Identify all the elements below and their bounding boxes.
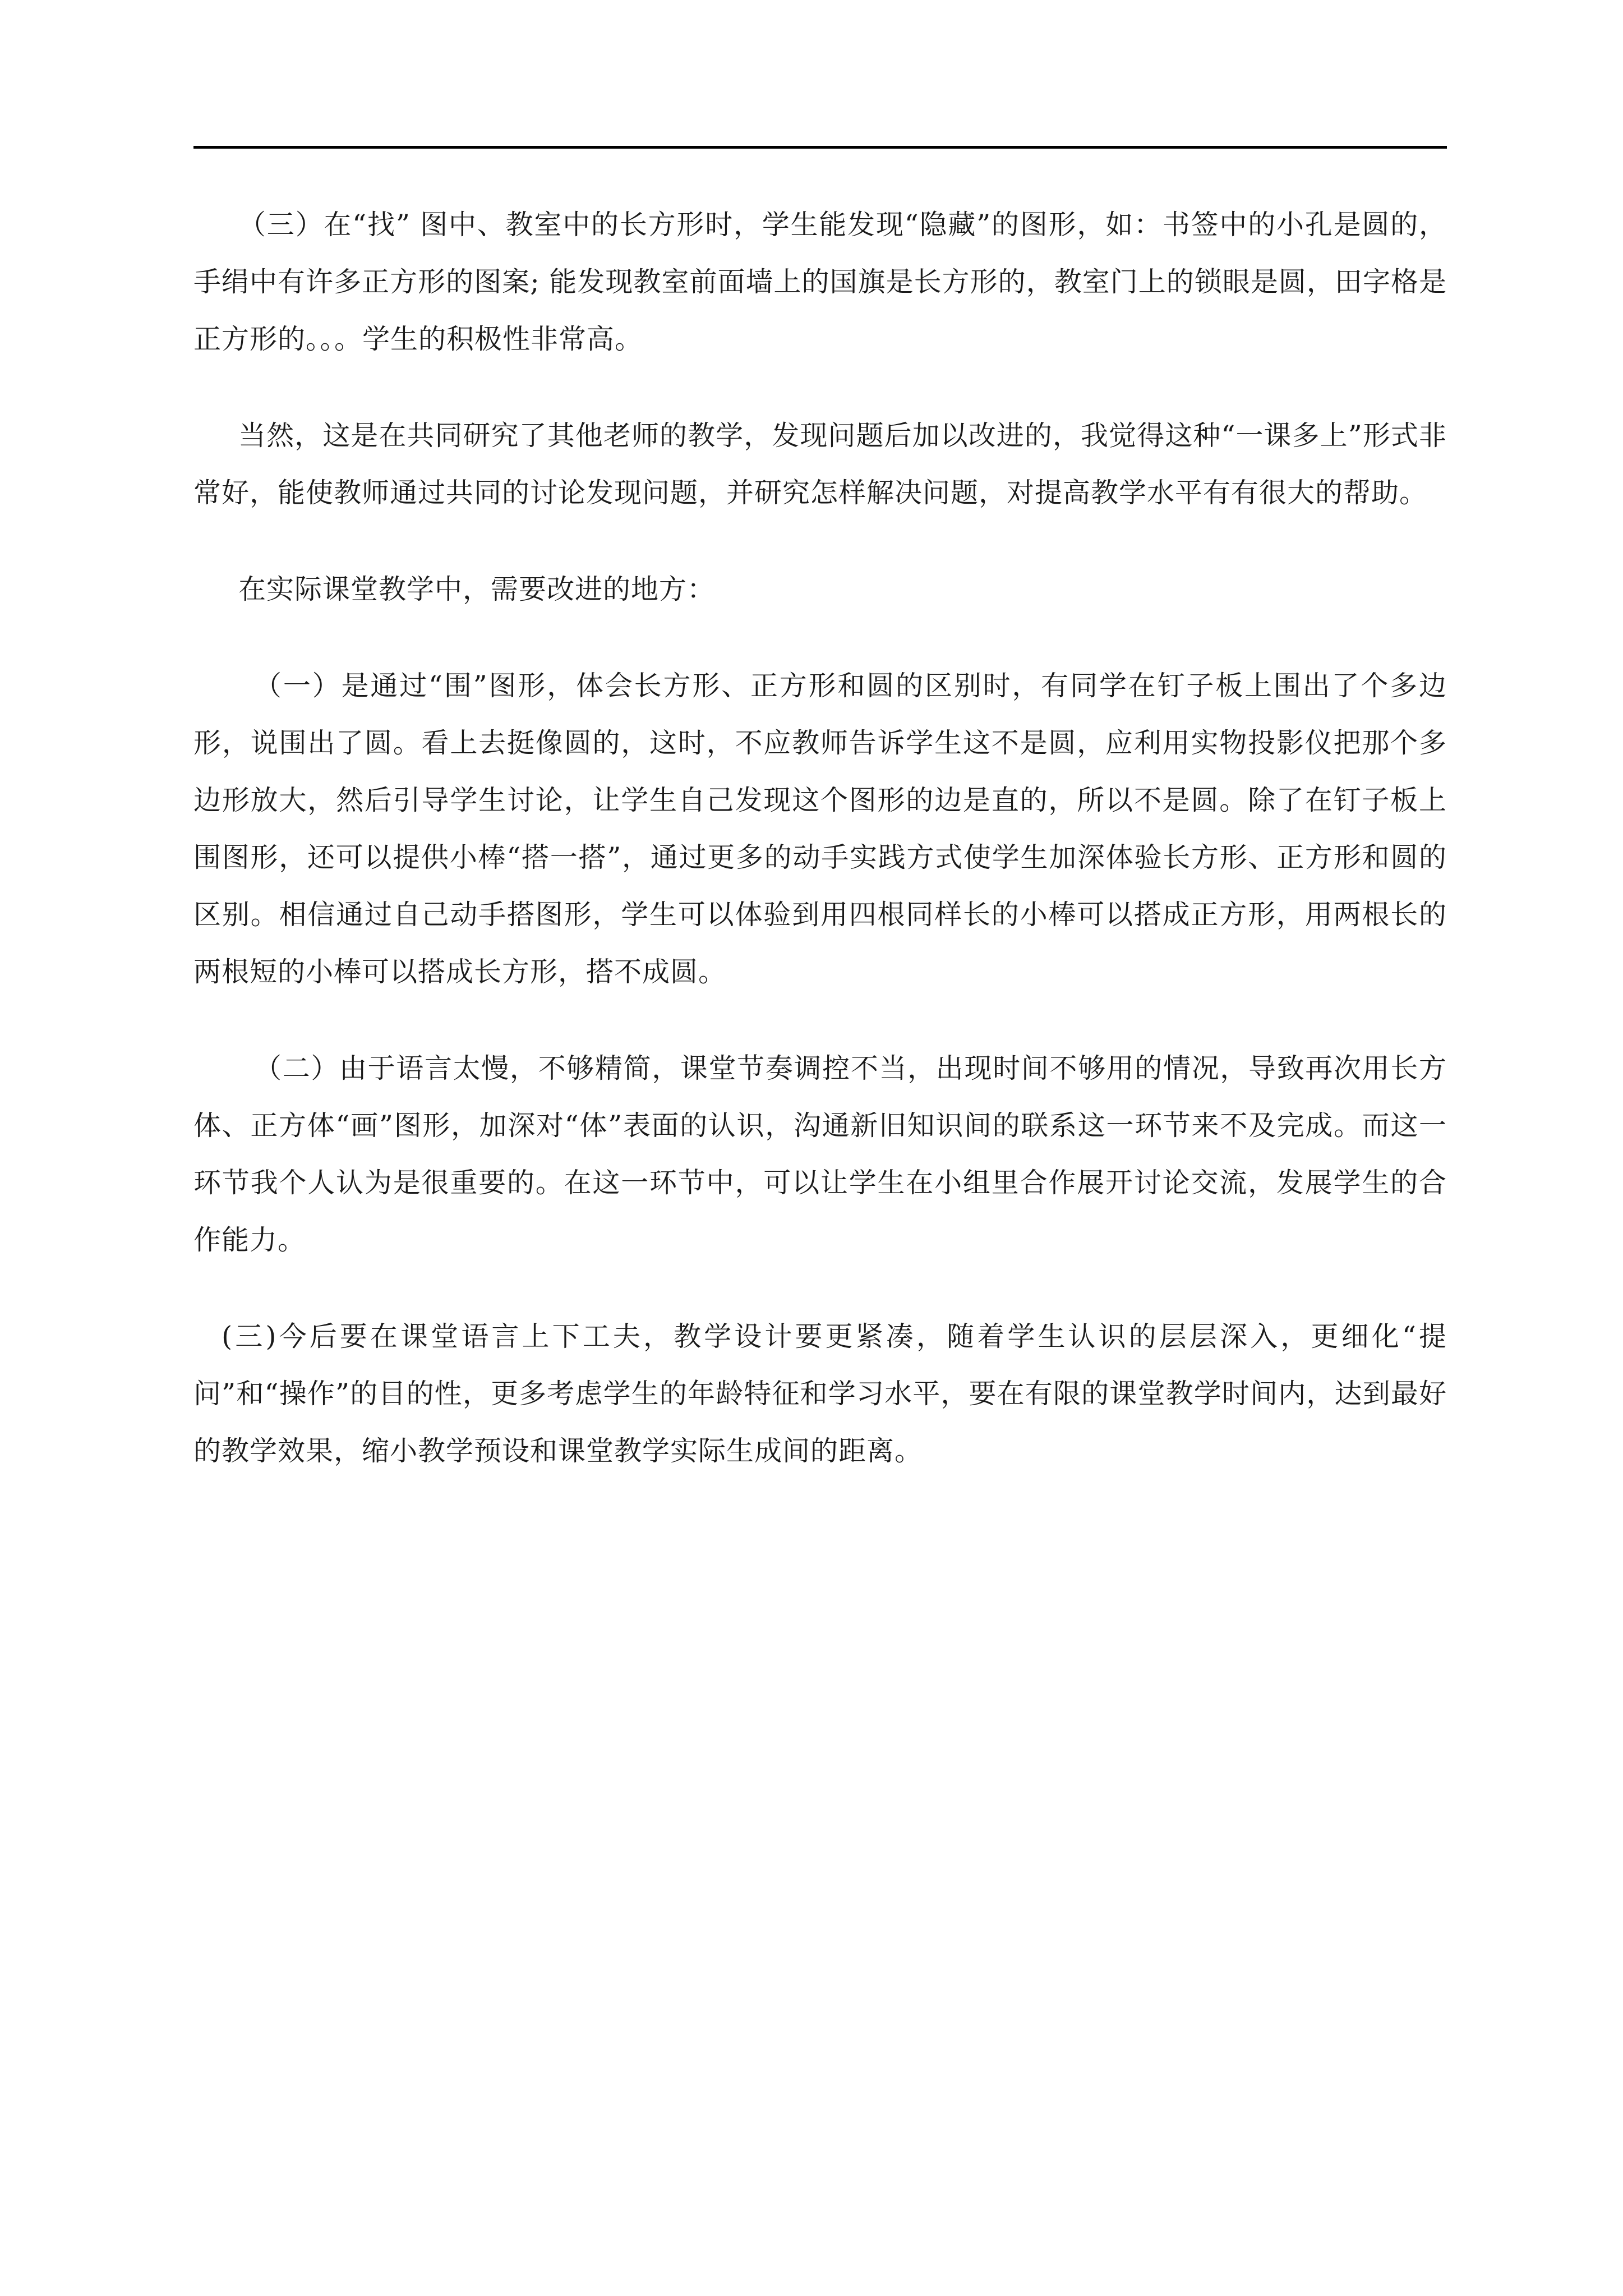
paragraph-improvement-three: (三)今后要在课堂语言上下工夫，教学设计要更紧凑，随着学生认识的层层深入，更细化“提问”和“操作”的目的性，更多考虑学生的年龄特征和学习水平，要在有限的课堂教学时间内，达到最好的教学效果，缩小教学预设和课堂教学实际生成间的距离。: [193, 1320, 1447, 1467]
document-body: [193, 196, 1447, 1519]
paragraph-improvement-one: （一）是通过“围”图形，体会长方形、正方形和圆的区别时，有同学在钉子板上围出了个多边形，说围出了圆。看上去挺像圆的，这时，不应教师告诉学生这不是圆，应利用实物投影仪把那个多边形放大，然后引导学生讨论，让学生自己发现这个图形的边是直的，所以不是圆。除了在钉子板上围图形，还可以提供小棒“搭一搭”，通过更多的动手实践方式使学生加深体验长方形、正方形和圆的区别。相信通过自己动手搭图形，学生可以体验到用四根同样长的小棒可以搭成正方形，用两根长的两根短的小棒可以搭成长方形，搭不成圆。: [193, 670, 1447, 988]
paragraph-finding-shapes: （三）在“找” 图中、教室中的长方形时，学生能发现“隐藏”的图形，如：书签中的小孔是圆的，手绢中有许多正方形的图案; 能发现教室前面墙上的国旗是长方形的，教室门上的锁眼是圆，田字格是正方形的。。。学生的积极性非常高。: [193, 209, 1447, 355]
header-rule: [193, 146, 1447, 149]
paragraph-improvements-intro: 在实际课堂教学中，需要改进的地方：: [238, 573, 716, 605]
paragraph-one-lesson-many-teachers: 当然，这是在共同研究了其他老师的教学，发现问题后加以改进的，我觉得这种“一课多上”形式非常好，能使教师通过共同的讨论发现问题，并研究怎样解决问题，对提高教学水平有有很大的帮助。: [193, 420, 1447, 509]
paragraph-improvement-two: （二）由于语言太慢，不够精简，课堂节奏调控不当，出现时间不够用的情况，导致再次用长方体、正方体“画”图形，加深对“体”表面的认识，沟通新旧知识间的联系这一环节来不及完成。而这一环节我个人认为是很重要的。在这一环节中，可以让学生在小组里合作展开讨论交流，发展学生的合作能力。: [193, 1052, 1447, 1256]
